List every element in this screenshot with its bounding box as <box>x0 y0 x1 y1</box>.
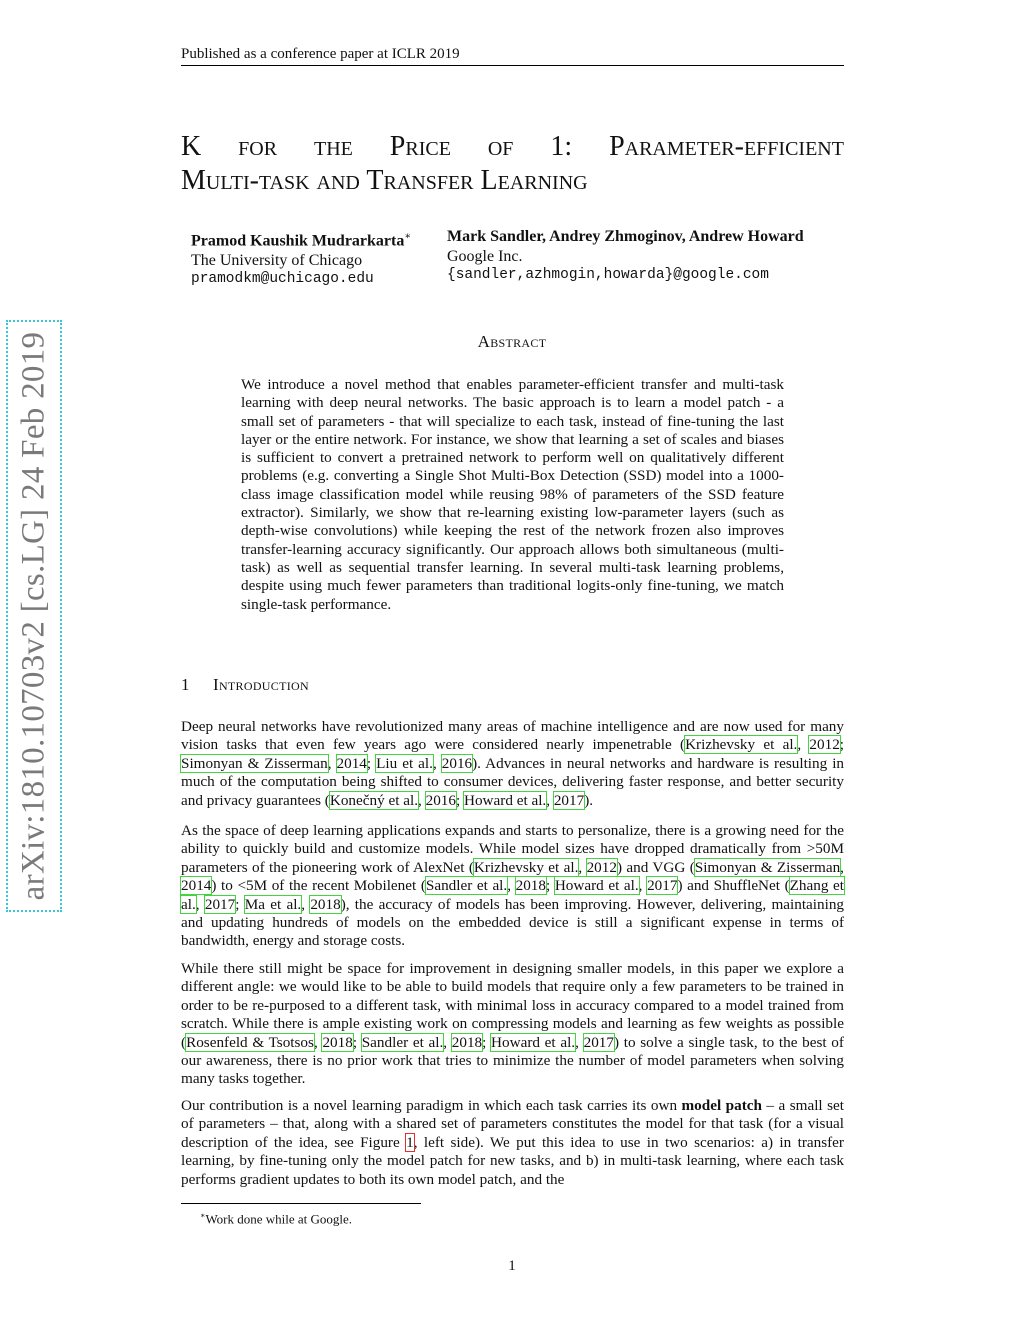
citation-year-link[interactable]: 2016 <box>441 754 473 772</box>
arxiv-stamp <box>6 320 62 912</box>
title-line-2: Multi-task and Transfer Learning <box>181 165 588 196</box>
section-number: 1 <box>181 675 190 694</box>
author-affiliation: Google Inc. <box>447 247 523 265</box>
title-word: for <box>238 131 278 162</box>
citation-link[interactable]: Howard et al. <box>554 877 639 895</box>
citation-year-link[interactable]: 2014 <box>336 754 367 772</box>
title-word: the <box>313 131 353 162</box>
abstract-text: We introduce a novel method that enables parameter-efficient transfer and multi-task learning with deep neural networks. The basic approach is to learn a model patch - a small set of parameters - that will specialize to each task, instead of fine-tuning the last layer or the entire network. For instance, we show that learning a set of scales and biases is sufficient to convert a pretrained network to perform well on qualitatively different problems (e.g. converting a Single Shot Multi-Box Detection (SSD) model into a 1000-class image classification model while reusing 98% of parameters of the SSD feature extractor). Similarly, we show that re-learning existing low-parameter layers (such as depth-wise convolutions) while keeping the rest of the network frozen also improves transfer-learning accuracy significantly. Our approach allows both simultaneous (multi-task) as well as sequential transfer learning. In several multi-task learning problems, despite using much fewer parameters than traditional logits-only fine-tuning, we match single-task performance. <box>241 376 784 613</box>
citation-link[interactable]: Krizhevsky et al. <box>473 858 579 876</box>
citation-year-link[interactable]: 2018 <box>310 895 341 913</box>
citation-link[interactable]: Sandler et al. <box>425 877 508 895</box>
citation-year-link[interactable]: 2012 <box>586 858 617 876</box>
title-line-1 <box>181 130 844 164</box>
figure-ref-link[interactable]: 1 <box>406 1133 414 1151</box>
footnote-marker: ∗ <box>404 231 412 242</box>
intro-paragraph-4: Our contribution is a novel learning paradigm in which each task carries its own model patch – a small set of parameters – that, along with a shared set of parameters constitutes the model for that task (for a visual description of the idea, see Figure 1, left side). We put this idea to use in two scenarios: a) in transfer learning, by fine-tuning only the model patch for new tasks, and b) in multi-task learning, where each task performs gradient updates to both its own model patch, and the <box>181 1097 844 1188</box>
citation-link[interactable]: Zhang et al. <box>181 877 844 913</box>
footnote <box>200 1208 352 1227</box>
footnote-text: Work done while at Google. <box>205 1211 353 1227</box>
running-header: Published as a conference paper at ICLR 2019 <box>181 45 844 66</box>
citation-year-link[interactable]: 2017 <box>647 877 678 895</box>
citation-link[interactable]: Ma et al. <box>244 895 302 913</box>
author-name: Mark Sandler, Andrey Zhmoginov, Andrew Howard <box>447 228 804 245</box>
title-word: of <box>487 131 514 162</box>
footnote-rule <box>181 1203 421 1204</box>
citation-year-link[interactable]: 2018 <box>451 1033 483 1051</box>
citation-link[interactable]: Sandler et al. <box>361 1033 444 1051</box>
citation-year-link[interactable]: 2018 <box>515 877 546 895</box>
citation-year-link[interactable]: 2012 <box>809 736 840 754</box>
page-number: 1 <box>508 1258 516 1274</box>
citation-link[interactable]: Simonyan & Zisserman <box>694 858 841 876</box>
author-email: {sandler,azhmogin,howarda}@google.com <box>447 267 769 283</box>
title-word: 1: <box>550 131 573 162</box>
citation-link[interactable]: Howard et al. <box>464 791 547 809</box>
intro-paragraph-3: While there still might be space for improvement in designing smaller models, in this paper we explore a different angle: we would like to be able to build models that require only a few parameters to be trained in order to be re-purposed to a different task, with minimal loss in accuracy compared to a model trained from scratch. While there is ample existing work on compressing models and learning as few weights as possible (Rosenfeld & Tsotsos, 2018; Sandler et al., 2018; Howard et al., 2017) to solve a single task, to the best of our awareness, there is no prior work that tries to minimize the number of model parameters when solving many tasks together. <box>181 960 844 1088</box>
citation-year-link[interactable]: 2018 <box>322 1033 353 1051</box>
citation-link[interactable]: Konečný et al. <box>329 791 418 809</box>
author-1 <box>191 227 411 290</box>
arxiv-identifier: arXiv:1810.10703v2 [cs.LG] 24 Feb 2019 <box>15 331 52 901</box>
abstract-heading: Abstract <box>477 332 547 351</box>
citation-link[interactable]: Simonyan & Zisserman <box>181 754 328 772</box>
citation-link[interactable]: Liu et al. <box>376 754 433 772</box>
author-email: pramodkm@uchicago.edu <box>191 271 374 288</box>
citation-link[interactable]: Rosenfeld & Tsotsos <box>186 1033 314 1051</box>
citation-year-link[interactable]: 2017 <box>204 895 236 913</box>
author-2 <box>447 227 804 286</box>
author-affiliation: The University of Chicago <box>191 251 363 269</box>
section-title: Introduction <box>213 675 309 694</box>
citation-year-link[interactable]: 2017 <box>583 1033 614 1051</box>
bold-term: model patch <box>681 1097 762 1114</box>
citation-year-link[interactable]: 2017 <box>553 791 585 809</box>
intro-paragraph-2: As the space of deep learning applications expands and starts to personalize, there is a growing need for the ability to quickly build and customize models. While model sizes have dropped dramatically from >50M parameters of the pioneering work of AlexNet (Krizhevsky et al., 2012) and VGG (Simonyan & Zisserman, 2014) to <5M of the recent Mobilenet (Sandler et al., 2018; Howard et al., 2017) and ShuffleNet (Zhang et al., 2017; Ma et al., 2018), the accuracy of models has been improving. However, delivering, maintaining and updating hundreds of models on the embedded device is still a significant expense in terms of bandwidth, energy and storage costs. <box>181 822 845 950</box>
author-name: Pramod Kaushik Mudrarkarta∗ <box>191 231 412 250</box>
paper-title <box>181 130 844 198</box>
section-heading <box>181 675 309 695</box>
citation-link[interactable]: Krizhevsky et al. <box>685 736 798 754</box>
title-word: K <box>181 131 202 162</box>
citation-year-link[interactable]: 2014 <box>181 877 212 895</box>
title-word: Price <box>389 131 451 162</box>
citation-link[interactable]: Howard et al. <box>491 1033 576 1051</box>
citation-year-link[interactable]: 2016 <box>425 791 456 809</box>
footnote-marker: ∗ <box>200 1211 206 1220</box>
intro-paragraph-1: Deep neural networks have revolutionized many areas of machine intelligence and are now used for many vision tasks that even few years ago were considered nearly impenetrable (Krizhevsky et al., 2012; Simonyan & Zisserman, 2014; Liu et al., 2016). Advances in neural networks and hardware is resulting in much of the computation being shifted to consumer devices, delivering faster response, and better security and privacy guarantees (Konečný et al., 2016; Howard et al., 2017). <box>181 718 845 809</box>
title-word: Parameter-efficient <box>609 131 844 162</box>
